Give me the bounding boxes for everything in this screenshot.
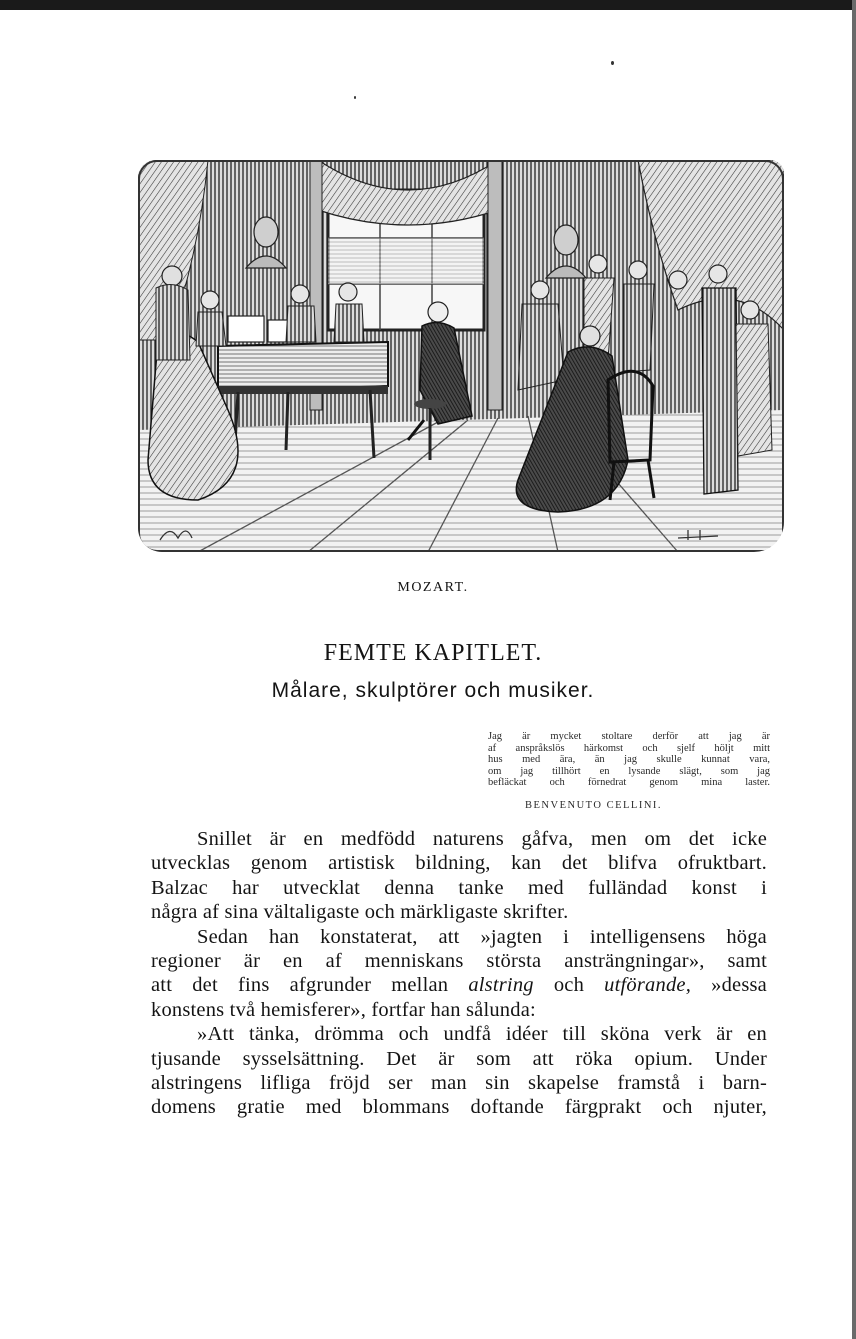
illustration-caption: MOZART. — [397, 580, 469, 595]
body-line: domens gratie med blommans doftande färgprakt och njuter, — [151, 1096, 767, 1119]
epigraph — [488, 731, 770, 789]
body-line: utvecklas genom artistisk bildning, kan det blifva ofruktbart. — [151, 852, 767, 875]
epigraph-line: af anspråkslös härkomst och sjelf höljt mitt — [488, 742, 770, 754]
body-line: konstens två hemisferer», fortfar han sålunda: — [151, 998, 536, 1021]
emphasis-alstring: alstring — [468, 974, 534, 997]
text-run: att det fins afgrunder mellan — [151, 974, 469, 997]
text-run: »dessa — [691, 974, 767, 997]
epigraph-line: hus med ära, än jag skulle kunnat vara, — [488, 754, 770, 766]
body-line: regioner är en af menniskans största ansträngningar», samt — [151, 950, 767, 973]
epigraph-line: om jag tillhört en lysande slägt, som jag — [488, 765, 770, 777]
mozart-engraving — [138, 160, 784, 552]
body-line: »Att tänka, drömma och undfå idéer till sköna verk är en — [197, 1023, 767, 1046]
engraving-picture — [138, 160, 784, 552]
chapter-title: FEMTE KAPITLET. — [323, 640, 543, 666]
body-line: Sedan han konstaterat, att »jagten i intelligensens höga — [197, 925, 767, 948]
epigraph-author: BENVENUTO CELLINI. — [525, 800, 663, 811]
page-top-edge — [0, 0, 856, 10]
body-line: tjusande sysselsättning. Det är som att röka opium. Under — [151, 1047, 767, 1070]
body-line: Snillet är en medfödd naturens gåfva, men om det icke — [197, 828, 767, 850]
ink-speck — [611, 61, 614, 65]
body-text — [151, 827, 767, 1120]
page-right-edge — [852, 0, 856, 1339]
emphasis-utforande: utförande, — [604, 974, 692, 997]
chapter-subtitle: Målare, skulptörer och musiker. — [271, 679, 595, 702]
text-run: och — [533, 974, 605, 997]
body-line-mixed — [151, 973, 767, 997]
body-line: alstringens lifliga fröjd ser man sin skapelse framstå i barn- — [151, 1072, 767, 1095]
ink-speck — [354, 96, 356, 99]
epigraph-line: Jag är mycket stoltare derför att jag är — [488, 731, 770, 742]
body-line: Balzac har utvecklat denna tanke med fulländad konst i — [151, 876, 767, 899]
epigraph-line: befläckat och förnedrat genom mina laster. — [488, 777, 770, 789]
body-line: några af sina vältaligaste och märkligaste skrifter. — [151, 901, 569, 924]
